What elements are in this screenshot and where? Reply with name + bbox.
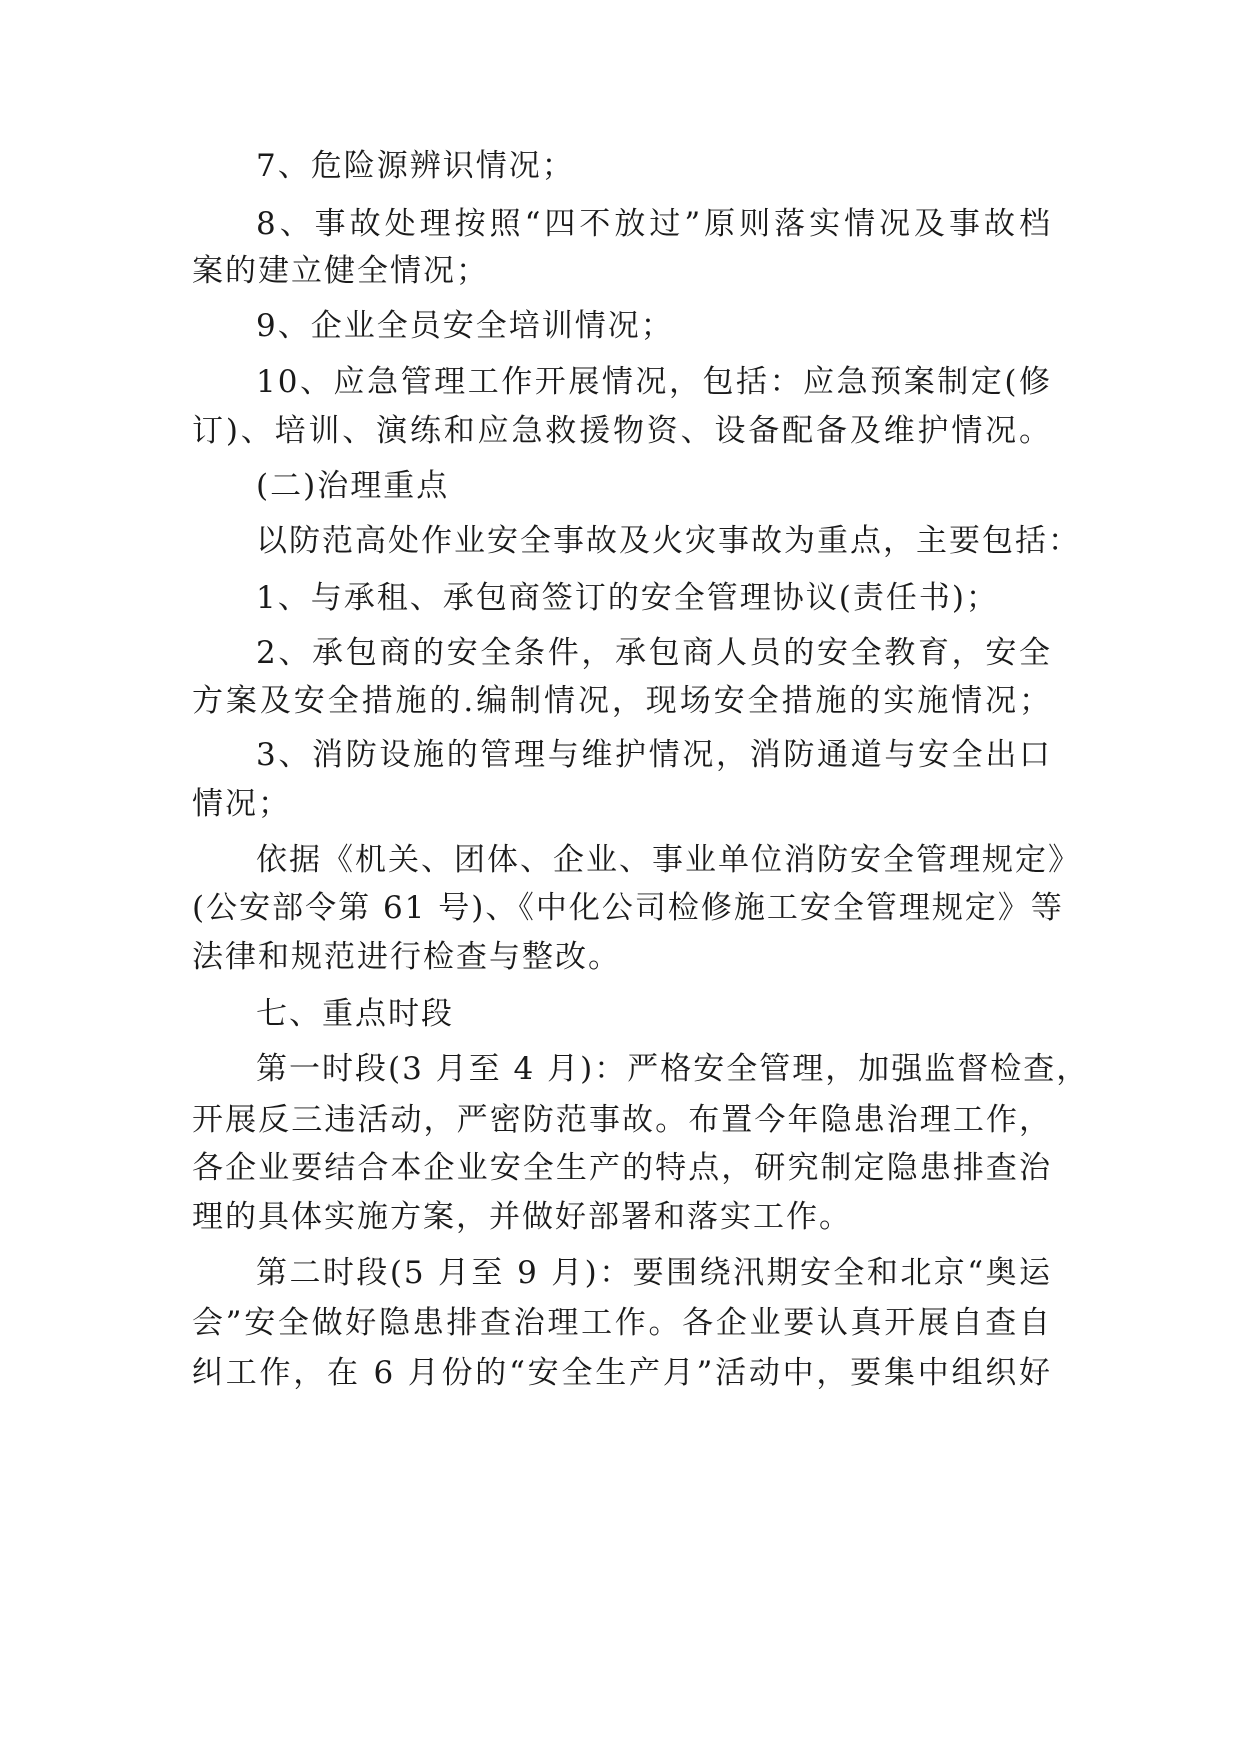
text-line: 3、消防设施的管理与维护情况，消防通道与安全出口 (256, 737, 1052, 773)
text-line: 案的建立健全情况； (192, 253, 489, 289)
text-line: 7、危险源辨识情况； (256, 148, 575, 184)
text-line: 以防范高处作业安全事故及火灾事故为重点，主要包括： (256, 523, 1081, 559)
text-line: 情况； (192, 786, 291, 822)
text-line: 开展反三违活动，严密防范事故。布置今年隐患治理工作， (192, 1102, 1052, 1138)
text-line: (公安部令第 61 号)、《中化公司检修施工安全管理规定》等 (192, 890, 1064, 926)
text-line: 法律和规范进行检查与整改。 (192, 939, 621, 975)
text-line: 2、承包商的安全条件，承包商人员的安全教育，安全 (256, 635, 1052, 671)
text-line: 依据《机关、团体、企业、事业单位消防安全管理规定》 (256, 842, 1081, 878)
text-line: 纠工作，在 6 月份的“安全生产月”活动中，要集中组织好 (192, 1355, 1052, 1391)
section-heading: 七、重点时段 (256, 996, 454, 1032)
text-line: 订)、培训、演练和应急救援物资、设备配备及维护情况。 (192, 413, 1052, 449)
section-heading: (二)治理重点 (256, 468, 450, 504)
text-line: 第一时段(3 月至 4 月)：严格安全管理，加强监督检查， (256, 1051, 1090, 1087)
text-line: 第二时段(5 月至 9 月)：要围绕汛期安全和北京“奥运 (256, 1255, 1052, 1291)
text-line: 8、事故处理按照“四不放过”原则落实情况及事故档 (256, 206, 1052, 242)
text-line: 9、企业全员安全培训情况； (256, 308, 674, 344)
text-line: 10、应急管理工作开展情况，包括：应急预案制定(修 (256, 364, 1052, 400)
text-line: 1、与承租、承包商签订的安全管理协议(责任书)； (256, 580, 999, 616)
text-line: 方案及安全措施的.编制情况，现场安全措施的实施情况； (192, 683, 1052, 719)
text-line: 各企业要结合本企业安全生产的特点，研究制定隐患排查治 (192, 1150, 1052, 1186)
text-line: 理的具体实施方案，并做好部署和落实工作。 (192, 1199, 852, 1235)
text-line: 会”安全做好隐患排查治理工作。各企业要认真开展自查自 (192, 1305, 1052, 1341)
